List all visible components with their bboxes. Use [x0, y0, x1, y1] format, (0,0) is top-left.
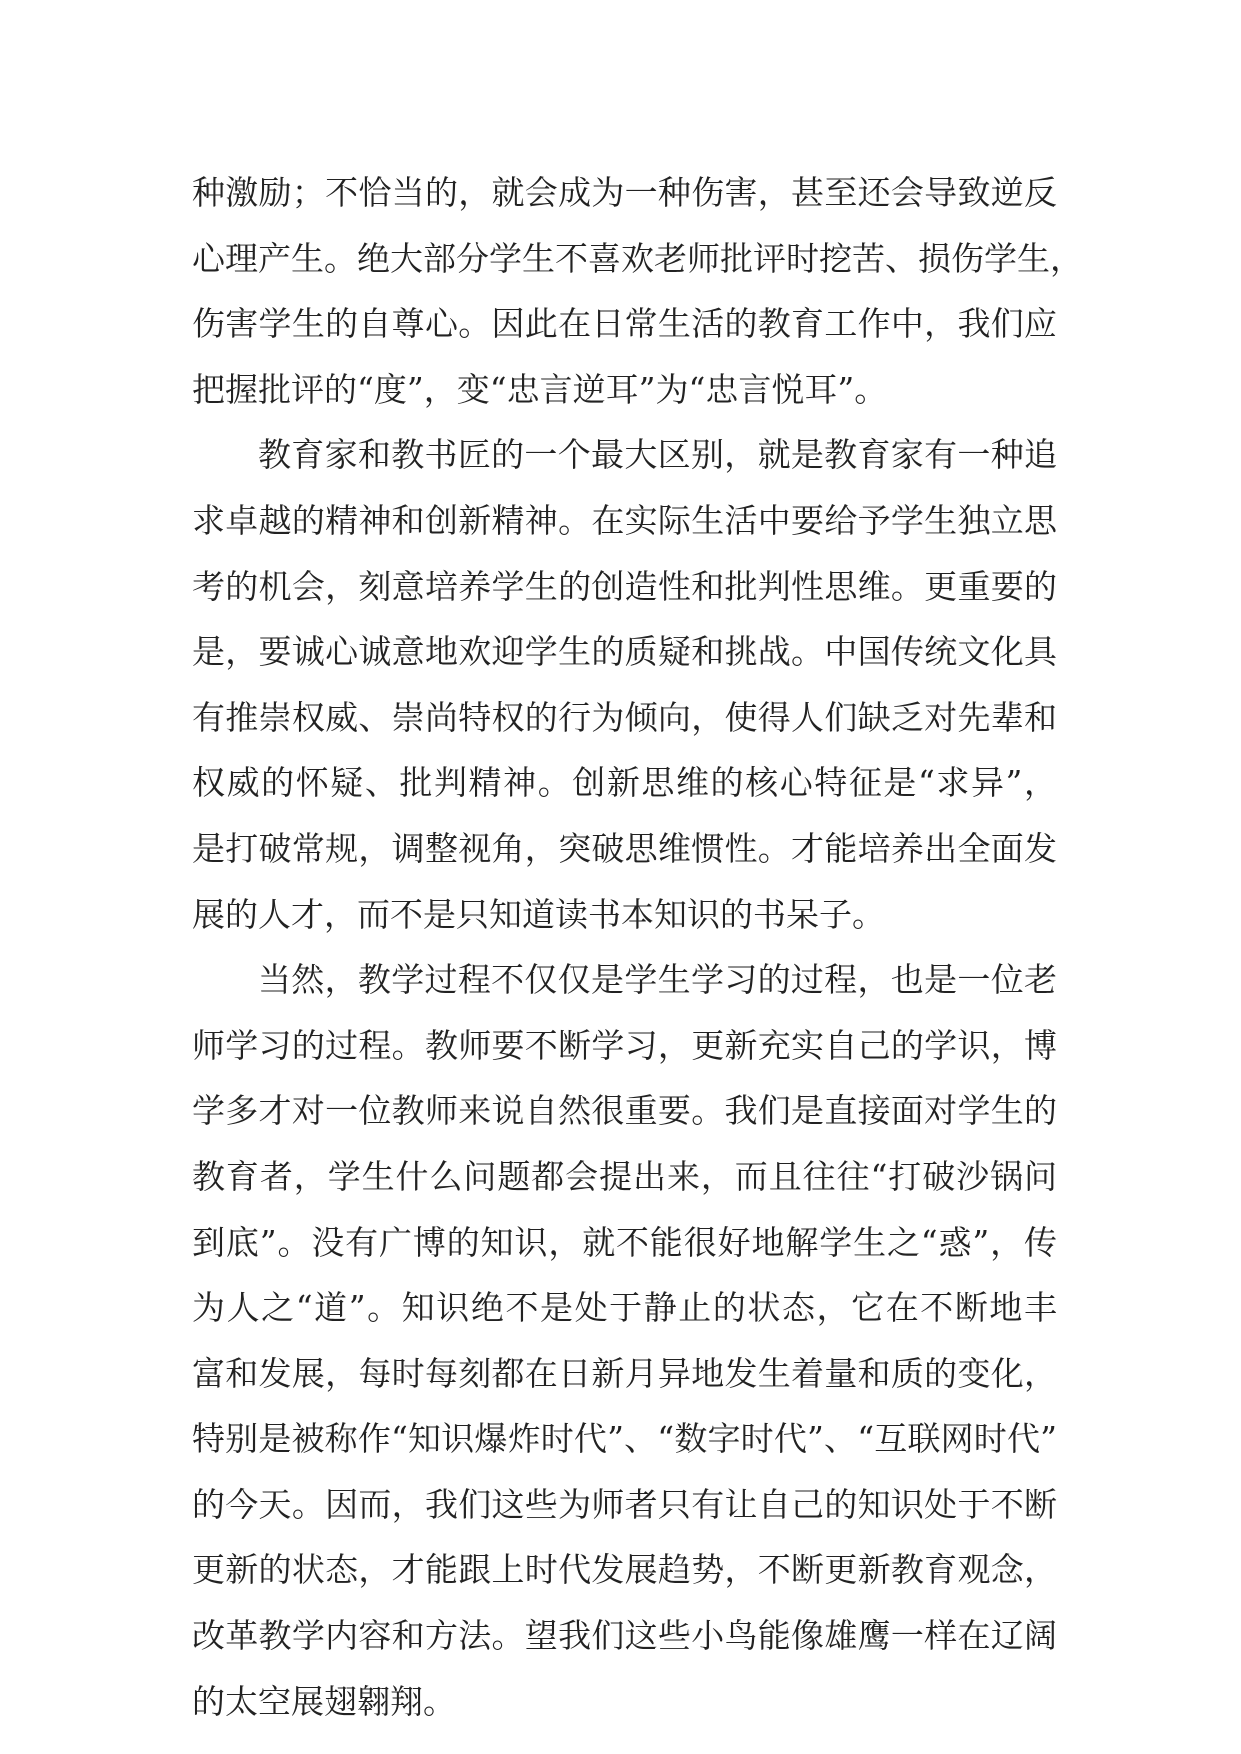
- paragraph-1-line-1: 种激励；不恰当的，就会成为一种伤害，甚至还会导致逆反: [192, 173, 1057, 212]
- paragraph-3-line-2: 师学习的过程。教师要不断学习，更新充实自己的学识，博: [192, 1025, 1057, 1065]
- document-body: [192, 160, 1083, 1734]
- paragraph-3-line-11: 改革教学内容和方法。望我们这些小鸟能像雄鹰一样在辽阔: [192, 1616, 1057, 1656]
- paragraph-2-line-5: 有推崇权威、崇尚特权的行为倾向，使得人们缺乏对先辈和: [192, 697, 1057, 737]
- paragraph-2-line-2: 求卓越的精神和创新精神。在实际生活中要给予学生独立思: [192, 500, 1057, 540]
- paragraph-2-line-6: 权威的怀疑、批判精神。创新思维的核心特征是“求异”，: [192, 763, 1057, 803]
- paragraph-3-line-4: 教育者，学生什么问题都会提出来，而且往往“打破沙锅问: [192, 1156, 1057, 1196]
- paragraph-2-line-4: 是，要诚心诚意地欢迎学生的质疑和挑战。中国传统文化具: [192, 632, 1057, 672]
- paragraph-2-line-3: 考的机会，刻意培养学生的创造性和批判性思维。更重要的: [192, 566, 1057, 606]
- paragraph-2-line-7: 是打破常规，调整视角，突破思维惯性。才能培养出全面发: [192, 828, 1057, 868]
- paragraph-2-line-8: 展的人才，而不是只知道读书本知识的书呆子。: [192, 894, 885, 934]
- paragraph-3-line-10: 更新的状态，才能跟上时代发展趋势，不断更新教育观念，: [192, 1550, 1057, 1590]
- paragraph-3-line-1: 当然，教学过程不仅仅是学生学习的过程，也是一位老: [258, 960, 1057, 1000]
- paragraph-1-line-4: 把握批评的“度”，变“忠言逆耳”为“忠言悦耳”。: [192, 369, 888, 409]
- paragraph-3-line-6: 为人之“道”。知识绝不是处于静止的状态，它在不断地丰: [192, 1288, 1057, 1328]
- paragraph-3-line-9: 的今天。因而，我们这些为师者只有让自己的知识处于不断: [192, 1484, 1057, 1524]
- paragraph-3-line-8: 特别是被称作“知识爆炸时代”、“数字时代”、“互联网时代”: [192, 1419, 1057, 1459]
- paragraph-3-line-3: 学多才对一位教师来说自然很重要。我们是直接面对学生的: [192, 1091, 1057, 1131]
- paragraph-3-line-12: 的太空展翅翱翔。: [192, 1681, 456, 1721]
- paragraph-1-line-3: 伤害学生的自尊心。因此在日常生活的教育工作中，我们应: [192, 304, 1057, 344]
- paragraph-3-line-7: 富和发展，每时每刻都在日新月异地发生着量和质的变化，: [192, 1353, 1057, 1393]
- paragraph-1-line-2: 心理产生。绝大部分学生不喜欢老师批评时挖苦、损伤学生，: [192, 238, 1083, 278]
- paragraph-3-line-5: 到底”。没有广博的知识，就不能很好地解学生之“惑”，传: [192, 1222, 1057, 1262]
- paragraph-2-line-1: 教育家和教书匠的一个最大区别，就是教育家有一种追: [258, 435, 1057, 475]
